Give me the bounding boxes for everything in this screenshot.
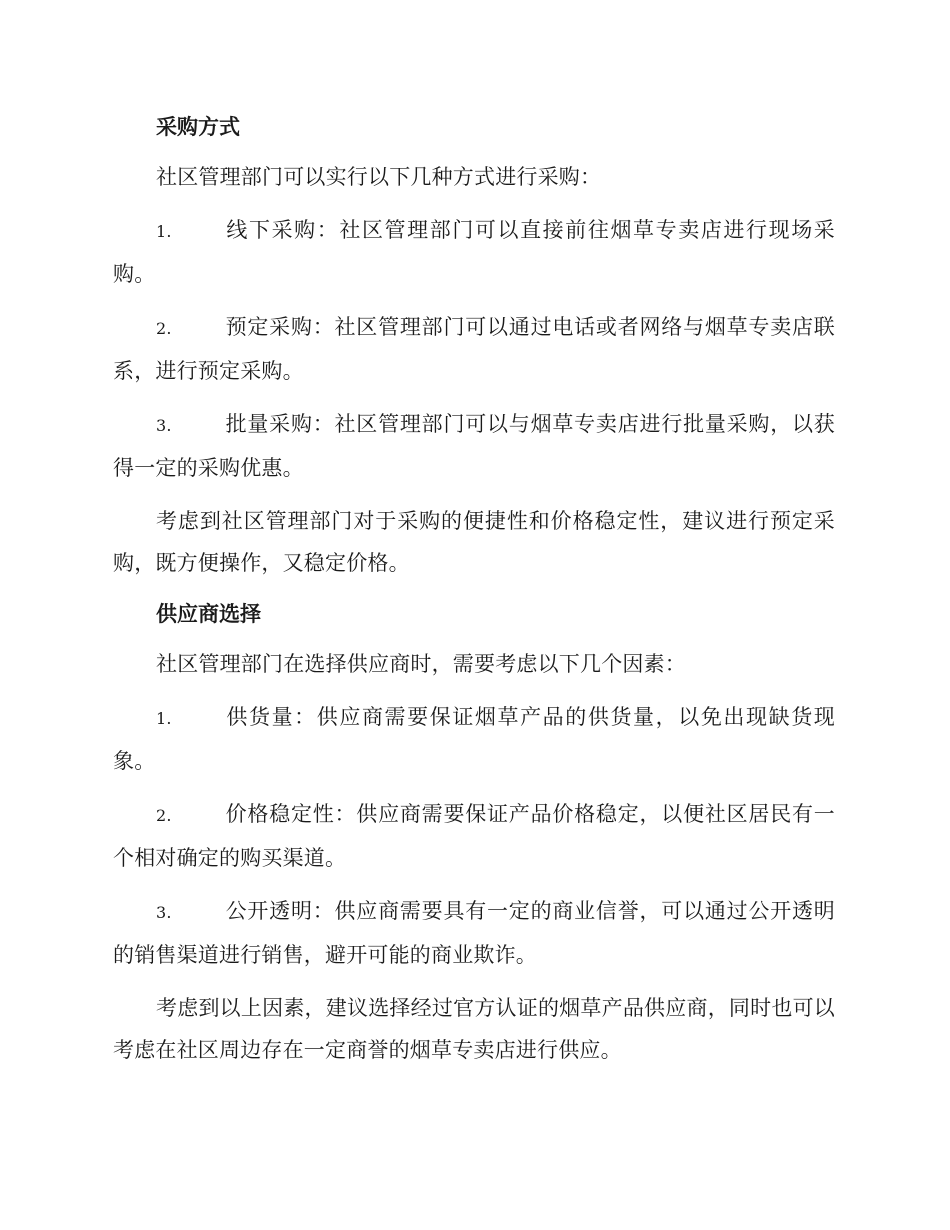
section-conclusion: 考虑到社区管理部门对于采购的便捷性和价格稳定性，建议进行预定采购，既方便操作，又稳定价格。 — [113, 509, 835, 575]
list-number: 3. — [156, 903, 172, 922]
section-intro: 社区管理部门可以实行以下几种方式进行采购： — [156, 165, 602, 189]
document-body — [113, 108, 835, 1082]
list-item — [113, 890, 835, 976]
section-heading: 采购方式 — [156, 114, 240, 139]
section-heading: 供应商选择 — [156, 601, 261, 626]
list-number: 2. — [156, 319, 172, 338]
list-text: 价格稳定性：供应商需要保证产品价格稳定，以便社区居民有一个相对确定的购买渠道。 — [113, 802, 835, 870]
list-number: 1. — [156, 222, 172, 241]
list-item — [113, 403, 835, 489]
list-text: 批量采购：社区管理部门可以与烟草专卖店进行批量采购，以获得一定的采购优惠。 — [113, 412, 835, 480]
list-text: 供货量：供应商需要保证烟草产品的供货量，以免出现缺货现象。 — [113, 705, 835, 773]
list-item — [113, 696, 835, 782]
section-conclusion: 考虑到以上因素，建议选择经过官方认证的烟草产品供应商，同时也可以考虑在社区周边存在一定商誉的烟草专卖店进行供应。 — [113, 996, 835, 1062]
list-item — [113, 209, 835, 295]
list-text: 预定采购：社区管理部门可以通过电话或者网络与烟草专卖店联系，进行预定采购。 — [113, 315, 835, 383]
section-intro: 社区管理部门在选择供应商时，需要考虑以下几个因素： — [156, 652, 686, 676]
list-text: 线下采购：社区管理部门可以直接前往烟草专卖店进行现场采购。 — [113, 218, 835, 286]
list-number: 1. — [156, 709, 172, 728]
list-number: 2. — [156, 806, 172, 825]
section-supplier-selection — [113, 595, 835, 1071]
list-item — [113, 306, 835, 392]
list-number: 3. — [156, 416, 172, 435]
section-procurement-methods — [113, 108, 835, 584]
list-item — [113, 793, 835, 879]
list-text: 公开透明：供应商需要具有一定的商业信誉，可以通过公开透明的销售渠道进行销售，避开可能的商业欺诈。 — [113, 899, 835, 967]
